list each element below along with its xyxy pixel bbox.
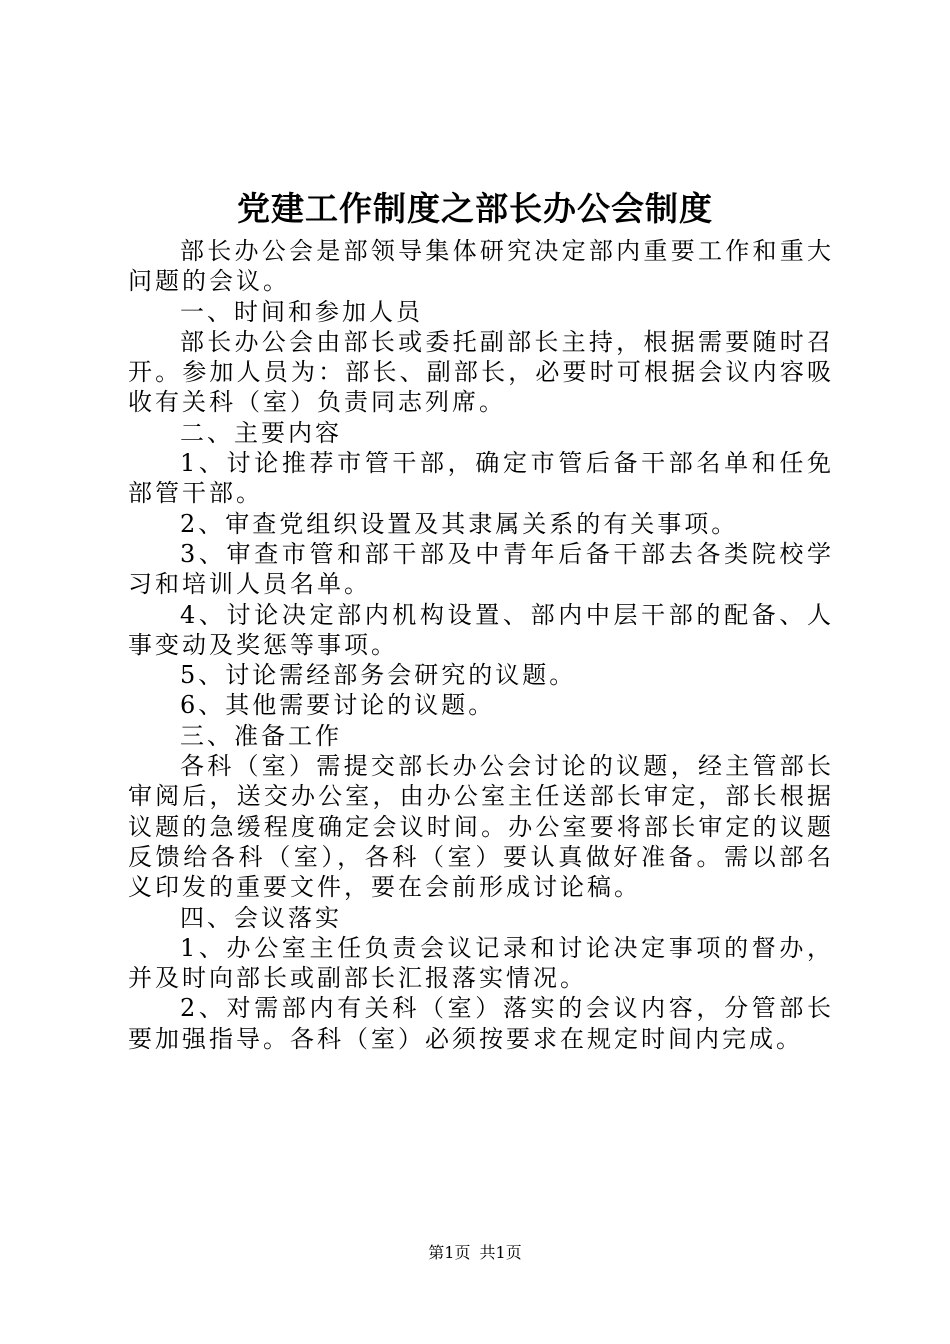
- section-heading-4: 四、会议落实: [180, 903, 342, 932]
- section-heading-2: 二、主要内容: [180, 418, 342, 447]
- paragraph: 部长办公会由部长或委托副部长主持，根据需要随时召开。参加人员为：部长、副部长，必要时可根据会议内容吸收有关科（室）负责同志列席。: [128, 327, 834, 417]
- document-title: 党建工作制度之部长办公会制度: [237, 189, 713, 228]
- list-item: 2、对需部内有关科（室）落实的会议内容，分管部长要加强指导。各科（室）必须按要求在规定时间内完成。: [128, 994, 834, 1053]
- list-item: 3、审查市管和部干部及中青年后备干部去各类院校学习和培训人员名单。: [128, 539, 834, 599]
- paragraph-intro: 部长办公会是部领导集体研究决定部内重要工作和重大问题的会议。: [128, 237, 834, 296]
- list-item: 4、讨论决定部内机构设置、部内中层干部的配备、人事变动及奖惩等事项。: [128, 600, 834, 659]
- list-item: 6、其他需要讨论的议题。: [180, 691, 496, 720]
- section-heading-1: 一、时间和参加人员: [180, 297, 423, 326]
- page-number: 第1页: [428, 1243, 471, 1262]
- section-heading-3: 三、准备工作: [180, 721, 342, 750]
- list-item: 5、讨论需经部务会研究的议题。: [180, 661, 577, 690]
- document-body: [128, 236, 834, 1054]
- list-item: 1、讨论推荐市管干部，确定市管后备干部名单和任免部管干部。: [128, 449, 834, 508]
- paragraph: 各科（室）需提交部长办公会讨论的议题，经主管部长审阅后，送交办公室，由办公室主任送部长审定，部长根据议题的急缓程度确定会议时间。办公室要将部长审定的议题反馈给各科（室），各科（室）要认真做好准备。需以部名义印发的重要文件，要在会前形成讨论稿。: [128, 752, 834, 902]
- page-footer: [0, 1241, 950, 1265]
- list-item: 2、审查党组织设置及其隶属关系的有关事项。: [180, 509, 739, 538]
- list-item: 1、办公室主任负责会议记录和讨论决定事项的督办，并及时向部长或副部长汇报落实情况。: [128, 933, 834, 993]
- page-total: 共1页: [479, 1243, 522, 1262]
